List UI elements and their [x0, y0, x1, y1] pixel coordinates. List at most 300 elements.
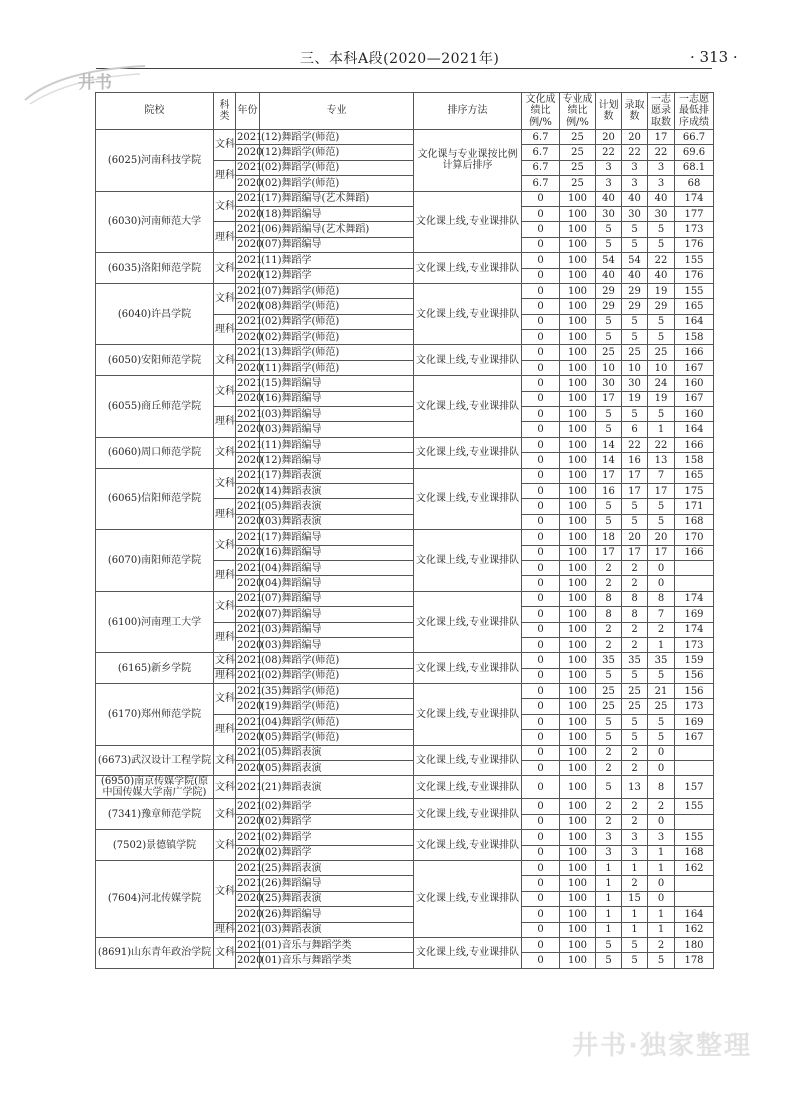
major-cell: (05)舞蹈表演: [260, 761, 414, 776]
major-cell: (15)舞蹈编导: [260, 376, 414, 391]
admitted-cell: 16: [622, 453, 648, 468]
major-ratio-cell: 100: [560, 453, 596, 468]
method-cell: 文化课上线,专业课排队: [414, 283, 522, 345]
admitted-cell: 5: [622, 314, 648, 329]
major-ratio-cell: 100: [560, 637, 596, 652]
plan-cell: 40: [596, 191, 622, 206]
plan-cell: 40: [596, 268, 622, 283]
major-ratio-cell: 100: [560, 776, 596, 799]
first-choice-cell: 22: [648, 145, 675, 160]
first-choice-cell: 21: [648, 684, 675, 699]
year-cell: 2021: [236, 745, 260, 760]
admitted-cell: 6: [622, 422, 648, 437]
major-ratio-cell: 100: [560, 699, 596, 714]
culture-ratio-cell: 0: [522, 299, 560, 314]
plan-cell: 5: [596, 499, 622, 514]
major-ratio-cell: 100: [560, 483, 596, 498]
min-rank-cell: 168: [675, 845, 714, 860]
year-cell: 2021: [236, 776, 260, 799]
admitted-cell: 5: [622, 499, 648, 514]
plan-cell: 22: [596, 145, 622, 160]
major-cell: (07)舞蹈编导: [260, 591, 414, 606]
plan-cell: 2: [596, 814, 622, 829]
major-cell: (21)舞蹈表演: [260, 776, 414, 799]
major-cell: (05)舞蹈表演: [260, 499, 414, 514]
plan-cell: 20: [596, 130, 622, 145]
year-cell: 2021: [236, 860, 260, 875]
admitted-cell: 3: [622, 830, 648, 845]
plan-cell: 2: [596, 576, 622, 591]
major-cell: (17)舞蹈编导: [260, 530, 414, 545]
plan-cell: 29: [596, 283, 622, 298]
plan-cell: 5: [596, 953, 622, 968]
year-cell: 2020: [236, 514, 260, 529]
major-cell: (02)舞蹈学(师范): [260, 314, 414, 329]
first-choice-cell: 17: [648, 545, 675, 560]
year-cell: 2021: [236, 922, 260, 937]
major-ratio-cell: 100: [560, 499, 596, 514]
year-cell: 2021: [236, 668, 260, 683]
culture-ratio-cell: 0: [522, 314, 560, 329]
major-ratio-cell: 100: [560, 922, 596, 937]
admitted-cell: 30: [622, 206, 648, 221]
admitted-cell: 2: [622, 876, 648, 891]
year-cell: 2021: [236, 253, 260, 268]
plan-cell: 17: [596, 545, 622, 560]
school-name: (6035)洛阳师范学院: [96, 253, 214, 284]
year-cell: 2021: [236, 799, 260, 814]
min-rank-cell: 174: [675, 591, 714, 606]
major-cell: (11)舞蹈编导: [260, 437, 414, 452]
admitted-cell: 8: [622, 591, 648, 606]
admitted-cell: 17: [622, 468, 648, 483]
table-row: [96, 591, 714, 606]
plan-cell: 1: [596, 907, 622, 922]
culture-ratio-cell: 0: [522, 468, 560, 483]
admitted-cell: 5: [622, 937, 648, 952]
admitted-cell: 2: [622, 745, 648, 760]
col-min-rank: 一志愿最低排序成绩: [675, 93, 714, 130]
culture-ratio-cell: 0: [522, 345, 560, 360]
culture-ratio-cell: 0: [522, 483, 560, 498]
major-cell: (03)舞蹈编导: [260, 422, 414, 437]
year-cell: 2021: [236, 468, 260, 483]
first-choice-cell: 3: [648, 830, 675, 845]
year-cell: 2020: [236, 422, 260, 437]
major-cell: (04)舞蹈编导: [260, 576, 414, 591]
min-rank-cell: 160: [675, 376, 714, 391]
method-cell: 文化课上线,专业课排队: [414, 653, 522, 684]
major-ratio-cell: 100: [560, 814, 596, 829]
major-cell: (07)舞蹈编导: [260, 607, 414, 622]
admitted-cell: 3: [622, 845, 648, 860]
culture-ratio-cell: 0: [522, 576, 560, 591]
culture-ratio-cell: 6.7: [522, 160, 560, 175]
table-row: [96, 684, 714, 699]
year-cell: 2021: [236, 130, 260, 145]
year-cell: 2020: [236, 730, 260, 745]
major-cell: (02)舞蹈学(师范): [260, 330, 414, 345]
plan-cell: 2: [596, 799, 622, 814]
method-cell: 文化课上线,专业课排队: [414, 830, 522, 861]
major-cell: (26)舞蹈编导: [260, 907, 414, 922]
major-ratio-cell: 100: [560, 684, 596, 699]
major-cell: (35)舞蹈学(师范): [260, 684, 414, 699]
major-ratio-cell: 100: [560, 730, 596, 745]
major-cell: (03)舞蹈表演: [260, 514, 414, 529]
major-cell: (25)舞蹈表演: [260, 860, 414, 875]
major-ratio-cell: 100: [560, 253, 596, 268]
category-cell: 文科: [214, 191, 236, 222]
major-cell: (01)音乐与舞蹈学类: [260, 937, 414, 952]
category-cell: 文科: [214, 799, 236, 830]
first-choice-cell: 3: [648, 160, 675, 175]
plan-cell: 54: [596, 253, 622, 268]
major-ratio-cell: 100: [560, 830, 596, 845]
major-cell: (16)舞蹈编导: [260, 545, 414, 560]
method-cell: 文化课与专业课按比例计算后排序: [414, 130, 522, 192]
min-rank-cell: 164: [675, 422, 714, 437]
major-cell: (04)舞蹈编导: [260, 560, 414, 575]
first-choice-cell: 40: [648, 268, 675, 283]
year-cell: 2020: [236, 391, 260, 406]
method-cell: 文化课上线,专业课排队: [414, 530, 522, 592]
admitted-cell: 5: [622, 514, 648, 529]
first-choice-cell: 3: [648, 176, 675, 191]
major-ratio-cell: 100: [560, 622, 596, 637]
category-cell: 理科: [214, 922, 236, 937]
min-rank-cell: 158: [675, 330, 714, 345]
admitted-cell: 5: [622, 237, 648, 252]
min-rank-cell: 177: [675, 206, 714, 221]
admitted-cell: 22: [622, 145, 648, 160]
admitted-cell: 5: [622, 330, 648, 345]
major-cell: (08)舞蹈学(师范): [260, 653, 414, 668]
admitted-cell: 2: [622, 622, 648, 637]
culture-ratio-cell: 0: [522, 922, 560, 937]
footer-watermark: 井书·独家整理: [572, 1031, 752, 1061]
year-cell: 2021: [236, 222, 260, 237]
culture-ratio-cell: 0: [522, 560, 560, 575]
first-choice-cell: 5: [648, 407, 675, 422]
major-cell: (26)舞蹈编导: [260, 876, 414, 891]
admitted-cell: 2: [622, 560, 648, 575]
major-ratio-cell: 100: [560, 376, 596, 391]
school-name: (6040)许昌学院: [96, 283, 214, 345]
first-choice-cell: 1: [648, 845, 675, 860]
method-cell: 文化课上线,专业课排队: [414, 437, 522, 468]
first-choice-cell: 5: [648, 237, 675, 252]
min-rank-cell: 155: [675, 253, 714, 268]
min-rank-cell: 171: [675, 499, 714, 514]
major-cell: (01)音乐与舞蹈学类: [260, 953, 414, 968]
culture-ratio-cell: 0: [522, 891, 560, 906]
admitted-cell: 20: [622, 530, 648, 545]
plan-cell: 5: [596, 330, 622, 345]
admitted-cell: 1: [622, 907, 648, 922]
table-row: [96, 860, 714, 875]
category-cell: 理科: [214, 160, 236, 191]
admitted-cell: 2: [622, 637, 648, 652]
plan-cell: 2: [596, 745, 622, 760]
admitted-cell: 25: [622, 699, 648, 714]
plan-cell: 30: [596, 376, 622, 391]
min-rank-cell: 66.7: [675, 130, 714, 145]
culture-ratio-cell: 0: [522, 545, 560, 560]
culture-ratio-cell: 0: [522, 876, 560, 891]
major-ratio-cell: 100: [560, 345, 596, 360]
year-cell: 2021: [236, 407, 260, 422]
first-choice-cell: 22: [648, 253, 675, 268]
category-cell: 理科: [214, 314, 236, 345]
major-cell: (17)舞蹈表演: [260, 468, 414, 483]
plan-cell: 25: [596, 345, 622, 360]
major-ratio-cell: 100: [560, 876, 596, 891]
admitted-cell: 1: [622, 922, 648, 937]
plan-cell: 5: [596, 668, 622, 683]
min-rank-cell: 166: [675, 345, 714, 360]
major-cell: (04)舞蹈学(师范): [260, 714, 414, 729]
admitted-cell: 5: [622, 668, 648, 683]
logo-text: 井书: [78, 73, 112, 93]
plan-cell: 2: [596, 560, 622, 575]
year-cell: 2020: [236, 206, 260, 221]
major-ratio-cell: 100: [560, 360, 596, 375]
major-cell: (12)舞蹈学(师范): [260, 130, 414, 145]
first-choice-cell: 2: [648, 622, 675, 637]
plan-cell: 3: [596, 845, 622, 860]
first-choice-cell: 29: [648, 299, 675, 314]
first-choice-cell: 20: [648, 530, 675, 545]
min-rank-cell: 166: [675, 437, 714, 452]
category-cell: 文科: [214, 830, 236, 861]
school-name: (6030)河南师范大学: [96, 191, 214, 253]
major-ratio-cell: 100: [560, 591, 596, 606]
culture-ratio-cell: 0: [522, 745, 560, 760]
major-ratio-cell: 100: [560, 268, 596, 283]
table-row: [96, 376, 714, 391]
plan-cell: 16: [596, 483, 622, 498]
major-ratio-cell: 100: [560, 437, 596, 452]
method-cell: 文化课上线,专业课排队: [414, 468, 522, 530]
col-major: 专业: [260, 93, 414, 130]
major-cell: (19)舞蹈学(师范): [260, 699, 414, 714]
year-cell: 2020: [236, 330, 260, 345]
major-cell: (17)舞蹈编导(艺术舞蹈): [260, 191, 414, 206]
admitted-cell: 35: [622, 653, 648, 668]
year-cell: 2021: [236, 191, 260, 206]
culture-ratio-cell: 0: [522, 730, 560, 745]
first-choice-cell: 25: [648, 345, 675, 360]
major-ratio-cell: 100: [560, 514, 596, 529]
first-choice-cell: 5: [648, 714, 675, 729]
culture-ratio-cell: 0: [522, 191, 560, 206]
method-cell: 文化课上线,专业课排队: [414, 937, 522, 968]
min-rank-cell: [675, 814, 714, 829]
min-rank-cell: 176: [675, 237, 714, 252]
min-rank-cell: 173: [675, 222, 714, 237]
first-choice-cell: 8: [648, 776, 675, 799]
culture-ratio-cell: 0: [522, 776, 560, 799]
method-cell: 文化课上线,专业课排队: [414, 591, 522, 653]
admitted-cell: 10: [622, 360, 648, 375]
first-choice-cell: 5: [648, 330, 675, 345]
min-rank-cell: 174: [675, 191, 714, 206]
school-name: (6170)郑州师范学院: [96, 684, 214, 746]
min-rank-cell: 176: [675, 268, 714, 283]
category-cell: 文科: [214, 684, 236, 715]
table-row: [96, 530, 714, 545]
first-choice-cell: 17: [648, 483, 675, 498]
plan-cell: 10: [596, 360, 622, 375]
school-name: (6055)商丘师范学院: [96, 376, 214, 438]
category-cell: 理科: [214, 622, 236, 653]
first-choice-cell: 5: [648, 953, 675, 968]
min-rank-cell: 155: [675, 283, 714, 298]
plan-cell: 17: [596, 391, 622, 406]
page-header-title: 三、本科A段(2020—2021年): [300, 51, 500, 67]
major-ratio-cell: 100: [560, 468, 596, 483]
first-choice-cell: 1: [648, 922, 675, 937]
table-row: [96, 437, 714, 452]
year-cell: 2020: [236, 360, 260, 375]
culture-ratio-cell: 0: [522, 761, 560, 776]
col-category: 科类: [214, 93, 236, 130]
major-cell: (12)舞蹈学(师范): [260, 145, 414, 160]
major-ratio-cell: 100: [560, 845, 596, 860]
culture-ratio-cell: 0: [522, 206, 560, 221]
culture-ratio-cell: 0: [522, 237, 560, 252]
major-ratio-cell: 100: [560, 607, 596, 622]
admitted-cell: 5: [622, 407, 648, 422]
year-cell: 2021: [236, 314, 260, 329]
year-cell: 2020: [236, 907, 260, 922]
plan-cell: 2: [596, 622, 622, 637]
major-cell: (14)舞蹈表演: [260, 483, 414, 498]
culture-ratio-cell: 0: [522, 668, 560, 683]
table-row: [96, 253, 714, 268]
col-admitted: 录取数: [622, 93, 648, 130]
plan-cell: 3: [596, 160, 622, 175]
major-ratio-cell: 100: [560, 299, 596, 314]
major-ratio-cell: 100: [560, 799, 596, 814]
min-rank-cell: 155: [675, 830, 714, 845]
year-cell: 2021: [236, 160, 260, 175]
plan-cell: 8: [596, 607, 622, 622]
plan-cell: 35: [596, 653, 622, 668]
first-choice-cell: 5: [648, 222, 675, 237]
table-row: [96, 830, 714, 845]
major-cell: (11)舞蹈学(师范): [260, 360, 414, 375]
method-cell: 文化课上线,专业课排队: [414, 376, 522, 438]
plan-cell: 5: [596, 314, 622, 329]
major-ratio-cell: 25: [560, 160, 596, 175]
school-name: (6065)信阳师范学院: [96, 468, 214, 530]
school-name: (6950)南京传媒学院(原中国传媒大学南广学院): [96, 776, 214, 799]
min-rank-cell: 156: [675, 668, 714, 683]
plan-cell: 5: [596, 422, 622, 437]
major-ratio-cell: 100: [560, 407, 596, 422]
major-cell: (18)舞蹈编导: [260, 206, 414, 221]
min-rank-cell: 180: [675, 937, 714, 952]
min-rank-cell: 165: [675, 299, 714, 314]
min-rank-cell: 157: [675, 776, 714, 799]
category-cell: 文科: [214, 591, 236, 622]
table-row: [96, 283, 714, 298]
plan-cell: 17: [596, 468, 622, 483]
first-choice-cell: 0: [648, 814, 675, 829]
category-cell: 文科: [214, 283, 236, 314]
first-choice-cell: 1: [648, 860, 675, 875]
category-cell: 理科: [214, 222, 236, 253]
first-choice-cell: 10: [648, 360, 675, 375]
major-cell: (07)舞蹈编导: [260, 237, 414, 252]
admitted-cell: 25: [622, 684, 648, 699]
culture-ratio-cell: 0: [522, 514, 560, 529]
major-cell: (08)舞蹈学(师范): [260, 299, 414, 314]
category-cell: 理科: [214, 407, 236, 438]
major-cell: (07)舞蹈学(师范): [260, 283, 414, 298]
culture-ratio-cell: 0: [522, 814, 560, 829]
plan-cell: 5: [596, 407, 622, 422]
page-number: · 313 ·: [690, 48, 738, 66]
min-rank-cell: 69.6: [675, 145, 714, 160]
year-cell: 2020: [236, 891, 260, 906]
culture-ratio-cell: 0: [522, 391, 560, 406]
major-cell: (11)舞蹈学: [260, 253, 414, 268]
culture-ratio-cell: 0: [522, 453, 560, 468]
year-cell: 2020: [236, 268, 260, 283]
category-cell: 文科: [214, 745, 236, 776]
major-cell: (05)舞蹈学(师范): [260, 730, 414, 745]
table-row: [96, 653, 714, 668]
admitted-cell: 3: [622, 176, 648, 191]
major-ratio-cell: 100: [560, 668, 596, 683]
culture-ratio-cell: 0: [522, 830, 560, 845]
category-cell: 文科: [214, 130, 236, 161]
min-rank-cell: [675, 891, 714, 906]
year-cell: 2021: [236, 560, 260, 575]
year-cell: 2020: [236, 176, 260, 191]
major-ratio-cell: 100: [560, 206, 596, 221]
admission-table: [95, 92, 714, 969]
first-choice-cell: 1: [648, 422, 675, 437]
major-ratio-cell: 100: [560, 953, 596, 968]
first-choice-cell: 7: [648, 468, 675, 483]
first-choice-cell: 8: [648, 591, 675, 606]
method-cell: 文化课上线,专业课排队: [414, 345, 522, 376]
method-cell: 文化课上线,专业课排队: [414, 799, 522, 830]
admitted-cell: 29: [622, 299, 648, 314]
year-cell: 2021: [236, 499, 260, 514]
first-choice-cell: 1: [648, 637, 675, 652]
min-rank-cell: [675, 560, 714, 575]
first-choice-cell: 1: [648, 907, 675, 922]
admitted-cell: 40: [622, 268, 648, 283]
major-ratio-cell: 100: [560, 653, 596, 668]
culture-ratio-cell: 0: [522, 799, 560, 814]
min-rank-cell: 155: [675, 799, 714, 814]
method-cell: 文化课上线,专业课排队: [414, 776, 522, 799]
min-rank-cell: 166: [675, 545, 714, 560]
first-choice-cell: 0: [648, 891, 675, 906]
plan-cell: 14: [596, 437, 622, 452]
min-rank-cell: 165: [675, 468, 714, 483]
min-rank-cell: 164: [675, 314, 714, 329]
school-name: (6100)河南理工大学: [96, 591, 214, 653]
major-ratio-cell: 100: [560, 907, 596, 922]
category-cell: 理科: [214, 499, 236, 530]
